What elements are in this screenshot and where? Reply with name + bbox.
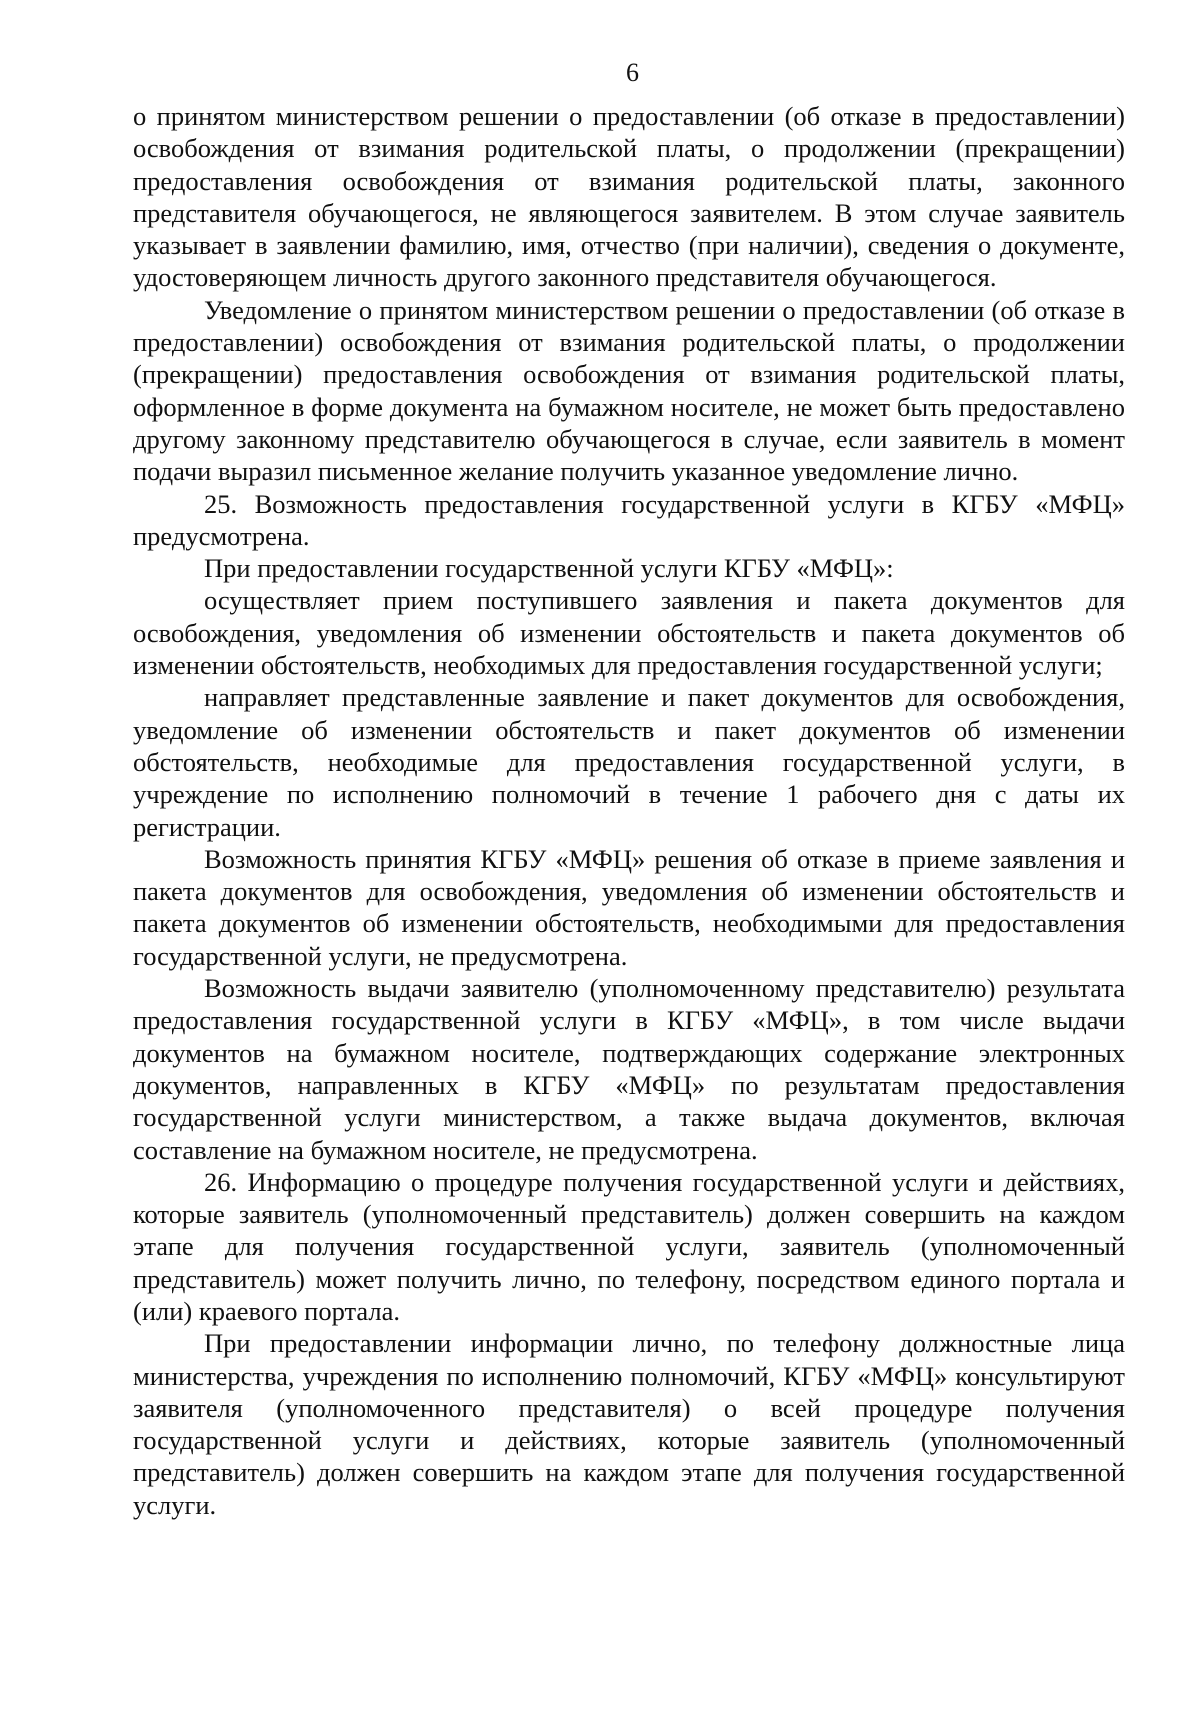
paragraph-mfc-intro: При предоставлении государственной услуги КГБУ «МФЦ»: — [204, 553, 894, 584]
paragraph-notification-continuation: о принятом министерством решении о предоставлении (об отказе в предоставлении) освобождения от взимания родительской платы, о продолжении (прекращении) предоставления освобождения от взимания родительской платы, законного представителя обучающегося, не являющегося заявителем. В этом случае заявитель указывает в заявлении фамилию, имя, отчество (при наличии), сведения о документе, удостоверяющем личность другого законного представителя обучающегося. — [133, 101, 1125, 293]
paragraph-item-26: 26. Информацию о процедуре получения государственной услуги и действиях, которые заявитель (уполномоченный представитель) должен совершить на каждом этапе для получения государственной услуги, заявитель (уполномоченный представитель) может получить лично, по телефону, посредством единого портала и (или) краевого портала. — [133, 1166, 1125, 1326]
paragraph-mfc-issuance-not-provided: Возможность выдачи заявителю (уполномоченному представителю) результата предоставления государственной услуги в КГБУ «МФЦ», в том числе выдачи документов на бумажном носителе, подтверждающих содержание электронных документов, направленных в КГБУ «МФЦ» по результатам предоставления государственной услуги министерством, а также выдача документов, включая составление на бумажном носителе, не предусмотрена. — [133, 973, 1125, 1165]
page-number: 6 — [626, 58, 639, 87]
paragraph-mfc-accepts: осуществляет прием поступившего заявления и пакета документов для освобождения, уведомления об изменении обстоятельств и пакета документов об изменении обстоятельств, необходимых для предоставления государственной услуги; — [133, 585, 1125, 681]
paragraph-mfc-refusal-not-provided: Возможность принятия КГБУ «МФЦ» решения об отказе в приеме заявления и пакета документов для освобождения, уведомления об изменении обстоятельств и пакета документов об изменении обстоятельств, необходимыми для предоставления государственной услуги, не предусмотрена. — [133, 843, 1125, 971]
paragraph-mfc-forwards: направляет представленные заявление и пакет документов для освобождения, уведомление об изменении обстоятельств и пакет документов об изменении обстоятельств, необходимые для предоставления государственной услуги, в учреждение по исполнению полномочий в течение 1 рабочего дня с даты их регистрации. — [133, 682, 1125, 842]
document-body — [133, 100, 1125, 1521]
paragraph-item-25: 25. Возможность предоставления государственной услуги в КГБУ «МФЦ» предусмотрена. — [133, 488, 1125, 551]
paragraph-notification-paper-form: Уведомление о принятом министерством решении о предоставлении (об отказе в предоставлении) освобождения от взимания родительской платы, о продолжении (прекращении) предоставления освобождения от взимания родительской платы, оформленное в форме документа на бумажном носителе, не может быть предоставлено другому законному представителю обучающегося в случае, если заявитель в момент подачи выразил письменное желание получить указанное уведомление лично. — [133, 294, 1125, 487]
paragraph-consultation: При предоставлении информации лично, по телефону должностные лица министерства, учреждения по исполнению полномочий, КГБУ «МФЦ» консультируют заявителя (уполномоченного представителя) о всей процедуре получения государственной услуги и действиях, которые заявитель (уполномоченный представитель) должен совершить на каждом этапе для получения государственной услуги. — [133, 1328, 1125, 1520]
